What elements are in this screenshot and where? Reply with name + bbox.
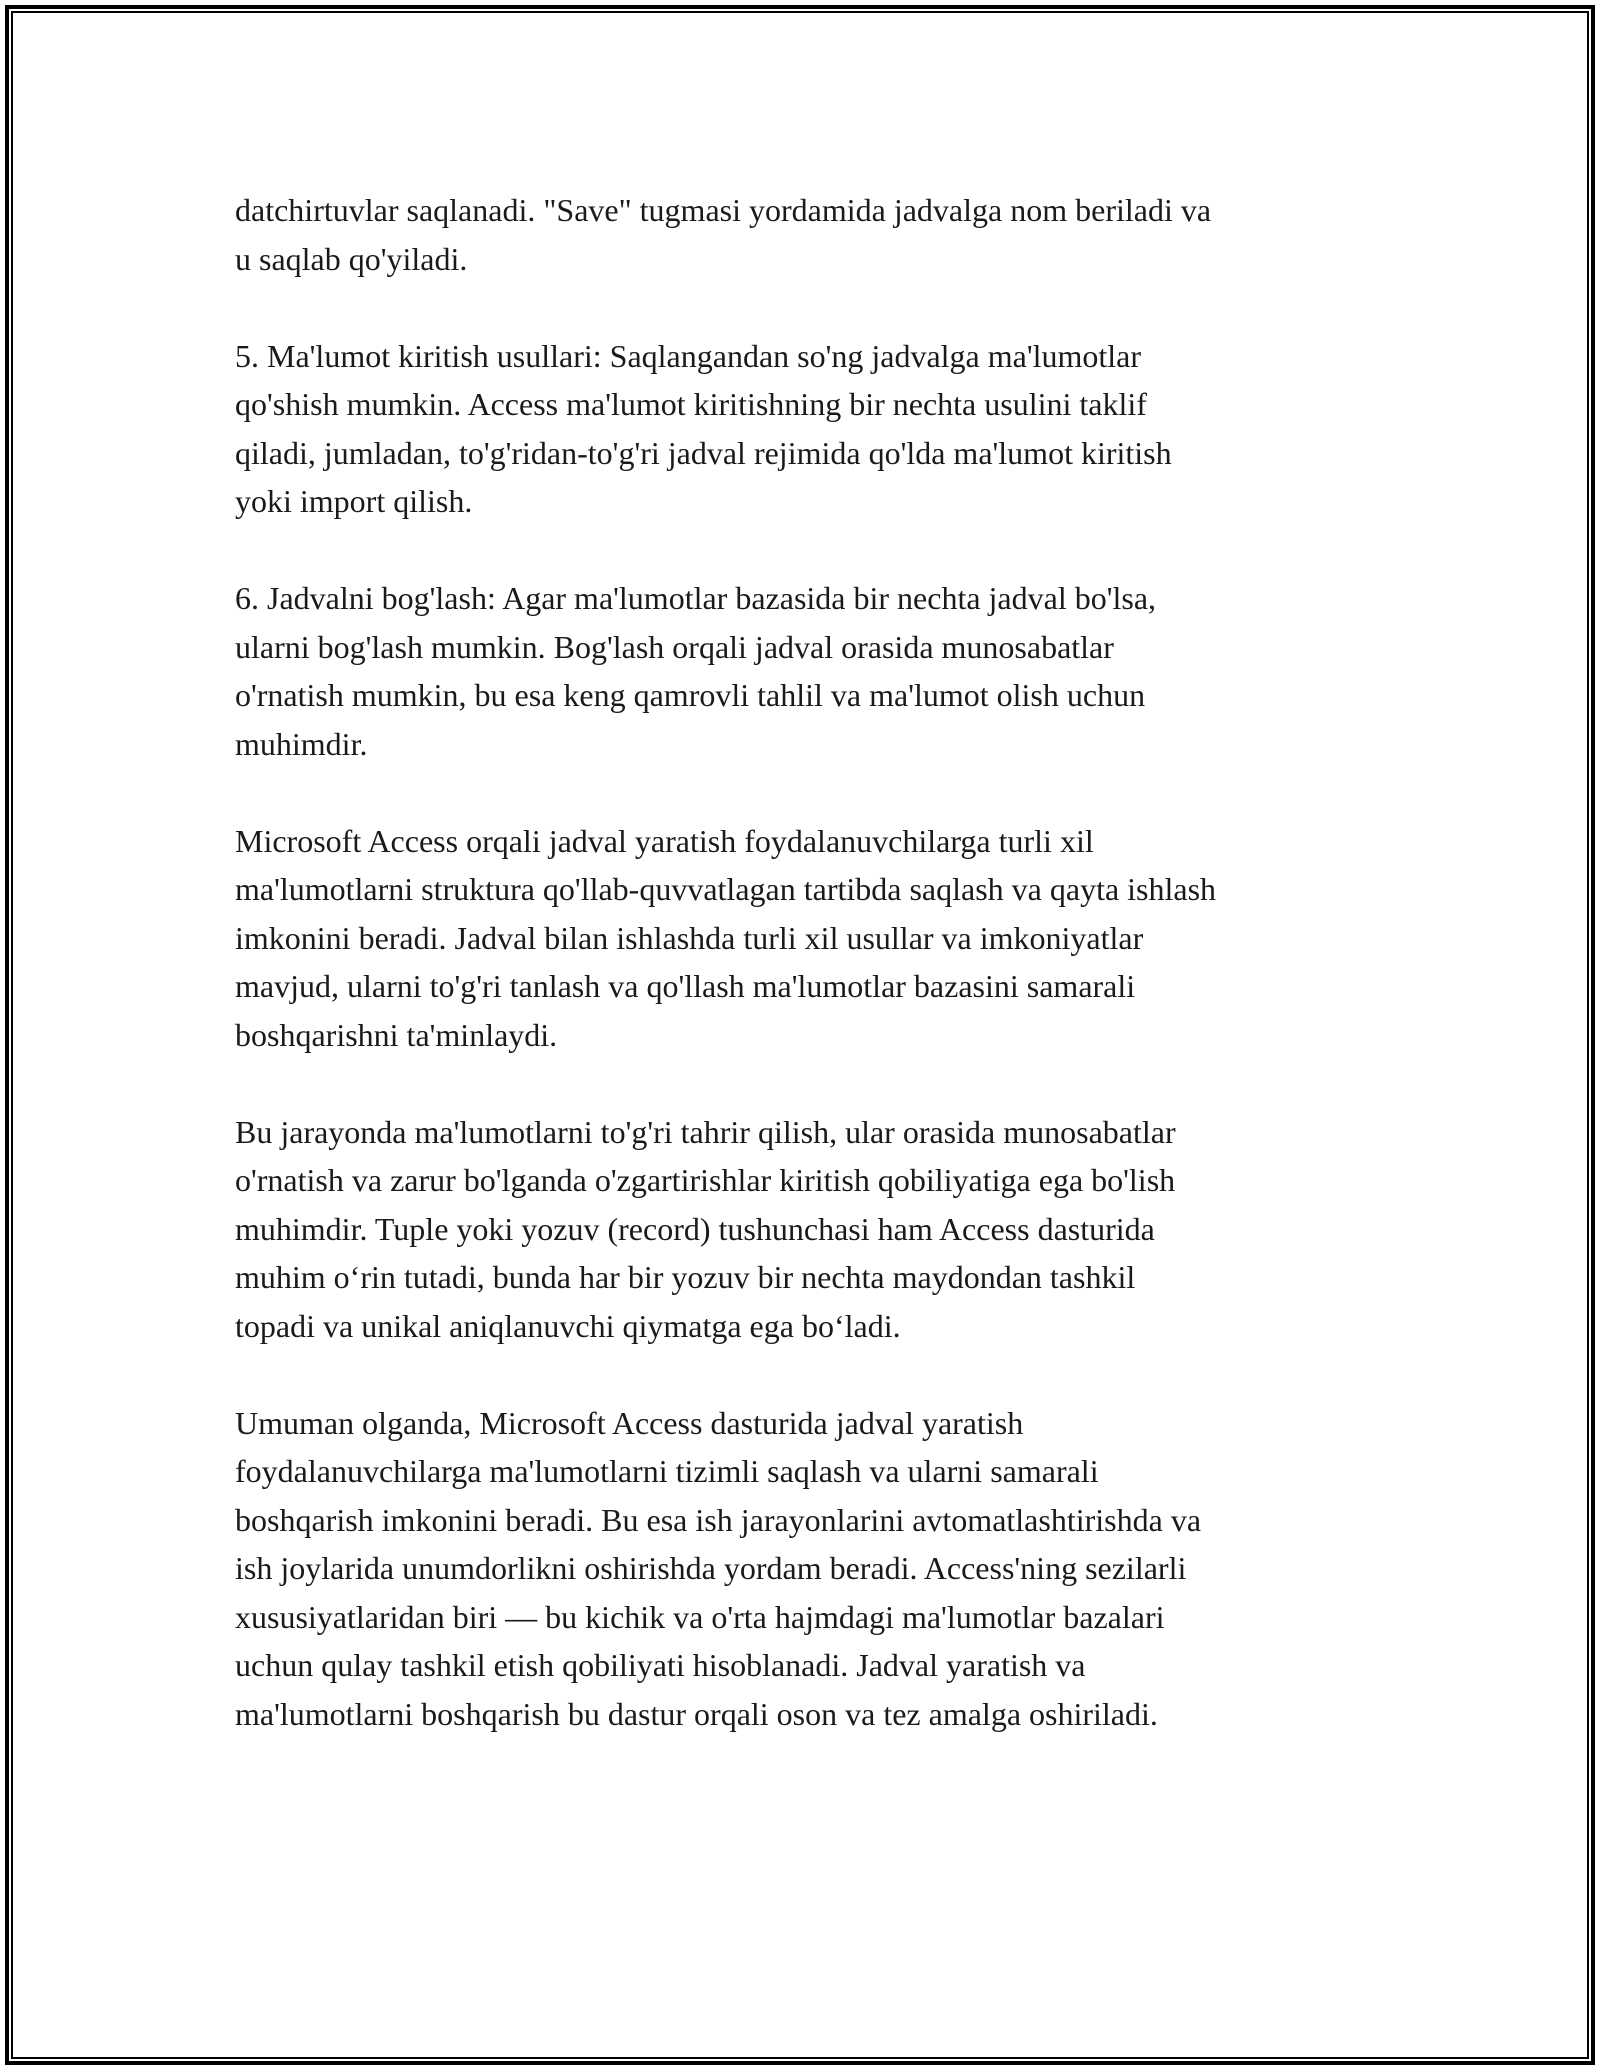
text-line: boshqarish imkonini beradi. Bu esa ish jarayonlarini avtomatlashtirishda va bbox=[235, 1501, 1202, 1538]
text-line: muhimdir. bbox=[235, 725, 368, 762]
text-line: uchun qulay tashkil etish qobiliyati hisoblanadi. Jadval yaratish va bbox=[235, 1647, 1086, 1683]
text-line: o'rnatish va zarur bo'lganda o'zgartirishlar kiritish qobiliyatiga ega bo'lish bbox=[235, 1162, 1176, 1198]
text-line: boshqarishni ta'minlaydi. bbox=[235, 1016, 558, 1053]
text-line: muhimdir. Tuple yoki yozuv (record) tushunchasi ham Access dasturida bbox=[235, 1210, 1155, 1247]
text-line: qo'shish mumkin. Access ma'lumot kiritishning bir nechta usulini taklif bbox=[235, 386, 1147, 422]
text-line: muhim o‘rin tutadi, bunda har bir yozuv bir nechta maydondan tashkil bbox=[235, 1259, 1136, 1295]
text-line: mavjud, ularni to'g'ri tanlash va qo'llash ma'lumotlar bazasini samarali bbox=[235, 968, 1136, 1004]
text-line: ularni bog'lash mumkin. Bog'lash orqali jadval orasida munosabatlar bbox=[235, 628, 1114, 665]
text-line: datchirtuvlar saqlanadi. "Save" tugmasi yordamida jadvalga nom beriladi va bbox=[235, 192, 1212, 228]
text-line: ma'lumotlarni boshqarish bu dastur orqali oson va tez amalga oshiriladi. bbox=[235, 1695, 1158, 1732]
text-line: ma'lumotlarni struktura qo'llab-quvvatlagan tartibda saqlash va qayta ishlash bbox=[235, 871, 1217, 907]
text-line: topadi va unikal aniqlanuvchi qiymatga ega bo‘ladi. bbox=[235, 1307, 901, 1344]
paragraph-editing-records bbox=[235, 1108, 1375, 1351]
text-line: qiladi, jumladan, to'g'ridan-to'g'ri jadval rejimida qo'lda ma'lumot kiritish bbox=[235, 434, 1172, 471]
text-line: o'rnatish mumkin, bu esa keng qamrovli tahlil va ma'lumot olish uchun bbox=[235, 677, 1146, 713]
paragraph-save-continuation bbox=[235, 186, 1375, 283]
text-line: foydalanuvchilarga ma'lumotlarni tizimli saqlash va ularni samarali bbox=[235, 1453, 1099, 1489]
text-line: Bu jarayonda ma'lumotlarni to'g'ri tahrir qilish, ular orasida munosabatlar bbox=[235, 1113, 1176, 1150]
text-line: Umuman olganda, Microsoft Access dasturida jadval yaratish bbox=[235, 1404, 1024, 1441]
paragraph-linking-tables bbox=[235, 574, 1375, 768]
paragraph-access-overview bbox=[235, 817, 1375, 1060]
text-line: ish joylarida unumdorlikni oshirishda yordam beradi. Access'ning sezilarli bbox=[235, 1550, 1187, 1586]
text-line: Microsoft Access orqali jadval yaratish foydalanuvchilarga turli xil bbox=[235, 822, 1094, 859]
text-line: u saqlab qo'yiladi. bbox=[235, 240, 468, 277]
paragraph-conclusion bbox=[235, 1399, 1375, 1739]
text-line: xususiyatlaridan biri — bu kichik va o'rta hajmdagi ma'lumotlar bazalari bbox=[235, 1598, 1165, 1635]
text-line: yoki import qilish. bbox=[235, 483, 473, 519]
text-line: 5. Ma'lumot kiritish usullari: Saqlangandan so'ng jadvalga ma'lumotlar bbox=[235, 337, 1142, 374]
text-line: imkonini beradi. Jadval bilan ishlashda turli xil usullar va imkoniyatlar bbox=[235, 919, 1144, 956]
document-body bbox=[235, 186, 1375, 1787]
text-line: 6. Jadvalni bog'lash: Agar ma'lumotlar bazasida bir nechta jadval bo'lsa, bbox=[235, 580, 1157, 616]
paragraph-data-entry-methods bbox=[235, 332, 1375, 526]
